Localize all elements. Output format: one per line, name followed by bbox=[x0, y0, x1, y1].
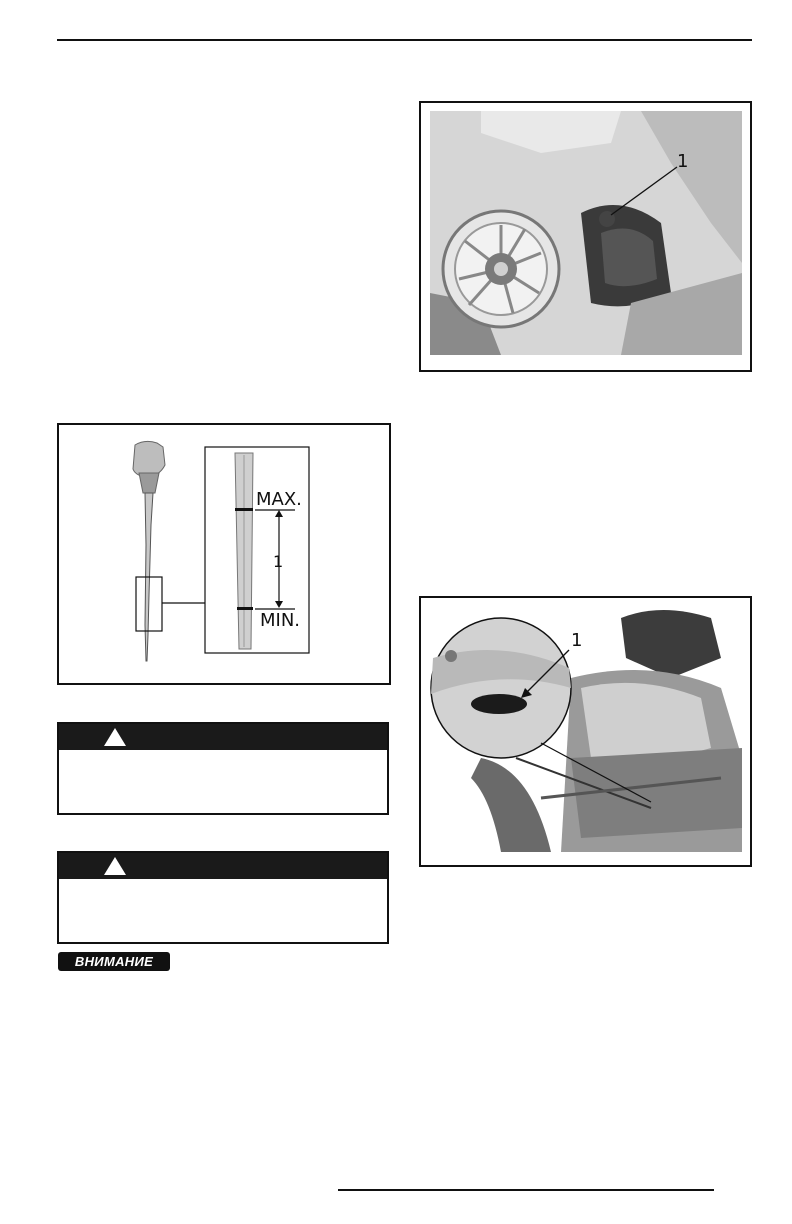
min-label: MIN. bbox=[260, 610, 301, 631]
caution-badge bbox=[58, 952, 170, 971]
snow-callout: 1 bbox=[571, 630, 583, 651]
zoom-circle bbox=[431, 618, 571, 758]
snowmobile-photo bbox=[421, 598, 750, 865]
min-mark bbox=[237, 607, 253, 610]
header-rule bbox=[57, 39, 752, 41]
warning-header-bar bbox=[59, 724, 387, 750]
dipstick-figure bbox=[57, 423, 391, 685]
caution-label: ВНИМАНИЕ bbox=[74, 954, 154, 969]
warning-triangle-icon bbox=[103, 856, 127, 876]
max-mark bbox=[235, 508, 253, 511]
engine-photo bbox=[421, 103, 750, 370]
footer-rule bbox=[338, 1189, 714, 1191]
warning-box bbox=[57, 851, 389, 944]
dipstick-handle bbox=[133, 441, 165, 477]
max-label: MAX. bbox=[256, 489, 302, 510]
warning-header-bar bbox=[59, 853, 387, 879]
dipstick-illustration bbox=[59, 425, 389, 683]
engine-figure bbox=[419, 101, 752, 372]
warning-triangle-icon bbox=[103, 727, 127, 747]
snowmobile-figure bbox=[419, 596, 752, 867]
warning-box bbox=[57, 722, 389, 815]
dipstick-callout: 1 bbox=[273, 552, 284, 571]
engine-callout: 1 bbox=[677, 151, 689, 172]
